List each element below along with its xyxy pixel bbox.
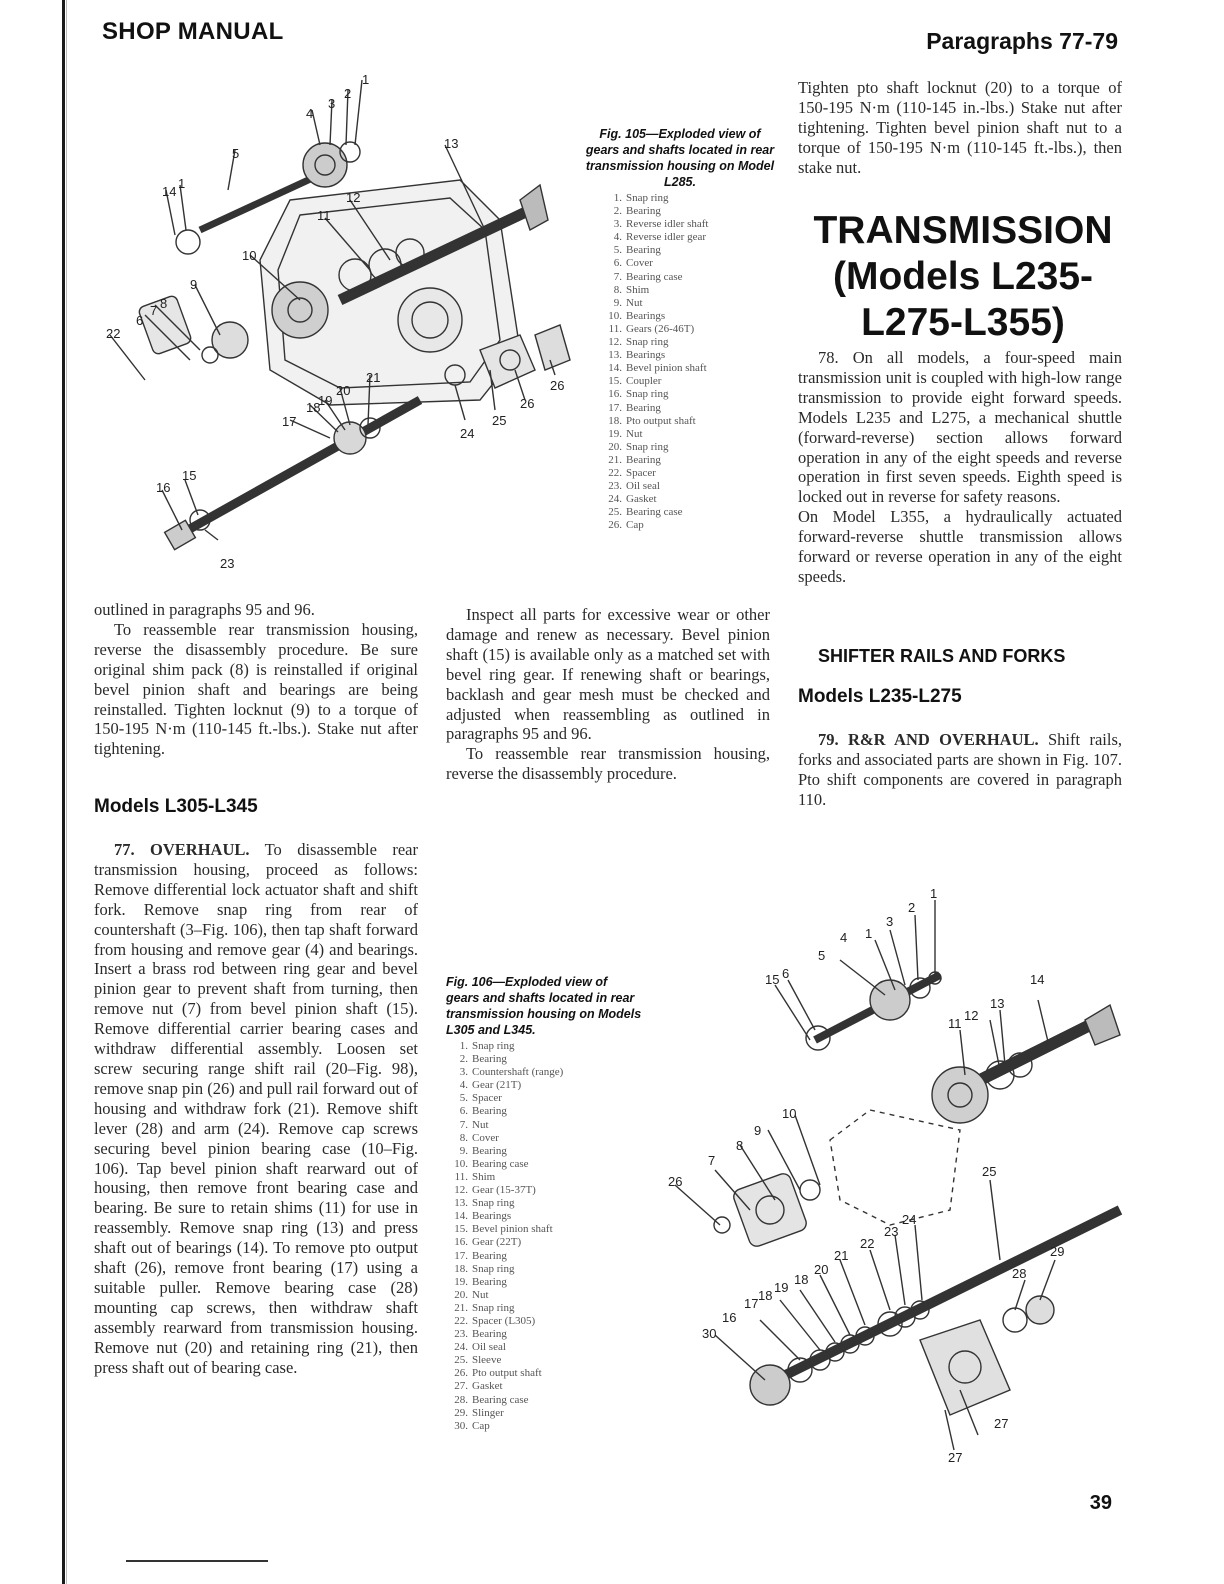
- col3-paragraph-79: [798, 730, 1122, 810]
- fig105-legend-number: 6.: [613, 257, 622, 270]
- fig105-legend-text: Gasket: [626, 493, 657, 506]
- fig106-legend-item: [446, 1380, 563, 1393]
- fig106-callout: 30: [702, 1326, 717, 1341]
- fig105-legend-text: Oil seal: [626, 480, 660, 493]
- fig106-legend-text: Bearing: [472, 1053, 507, 1066]
- fig105-callout: 26: [550, 378, 565, 393]
- fig105-callout: 1: [178, 176, 186, 191]
- fig105-legend-number: 4.: [613, 231, 622, 244]
- fig106-legend-text: Bearing: [472, 1144, 507, 1157]
- section-title-transmission: TRANSMISSION (Models L235-L275-L355): [813, 209, 1113, 344]
- fig106-callout: 2: [908, 900, 916, 915]
- fig105-legend-number: 18.: [608, 414, 622, 427]
- fig105-legend-number: 14.: [608, 362, 622, 375]
- fig105-legend-text: Nut: [626, 296, 643, 309]
- fig106-legend-number: 13.: [454, 1197, 468, 1210]
- fig106-legend-text: Snap ring: [472, 1301, 515, 1314]
- running-header-left: SHOP MANUAL: [102, 18, 284, 45]
- fig105-legend-text: Bearing: [626, 205, 661, 218]
- heading-models-l235-l275: Models L235-L275: [798, 686, 962, 707]
- fig106-callout: 28: [1012, 1266, 1027, 1281]
- fig106-legend-item: [446, 1158, 563, 1171]
- fig105-callout: 17: [282, 414, 297, 429]
- fig106-callout: 15: [765, 972, 780, 987]
- fig106-legend-item: [446, 1328, 563, 1341]
- fig105-legend-number: 15.: [608, 375, 622, 388]
- fig105-legend-item: [600, 480, 708, 493]
- fig106-legend-text: Bevel pinion shaft: [472, 1223, 553, 1236]
- fig106-legend-number: 2.: [459, 1053, 468, 1066]
- fig105-callout: 16: [156, 480, 171, 495]
- fig105-legend-item: [600, 192, 708, 205]
- col1-paragraph-77: [94, 840, 418, 1377]
- fig106-legend-item: [446, 1066, 563, 1079]
- fig105-legend-text: Shim: [626, 283, 650, 296]
- fig106-callout: 8: [736, 1138, 744, 1153]
- fig106-callout: 19: [774, 1280, 789, 1295]
- fig105-legend-number: 24.: [608, 493, 622, 506]
- fig106-legend-item: [446, 1354, 563, 1367]
- column-3-upper: [798, 78, 1122, 178]
- fig106-callout: 13: [990, 996, 1005, 1011]
- fig106-caption: Fig. 106—Exploded view of gears and shafts located in rear transmission housing on Models L305 and L345.: [446, 975, 642, 1037]
- fig105-legend-text: Bearing case: [626, 506, 683, 519]
- fig105-legend-number: 1.: [613, 192, 622, 204]
- fig106-legend-item: [446, 1171, 563, 1184]
- fig106-legend-text: Oil seal: [472, 1341, 506, 1354]
- column-3-mid: [798, 348, 1122, 587]
- fig106-legend-number: 7.: [459, 1118, 468, 1131]
- fig105-legend-item: [600, 467, 708, 480]
- fig105-callout: 18: [306, 400, 321, 415]
- fig105-legend-text: Bearings: [626, 349, 666, 362]
- fig105-legend-number: 7.: [613, 270, 622, 283]
- fig106-legend-number: 11.: [454, 1170, 468, 1183]
- fig106-legend-item: [446, 1079, 563, 1092]
- fig106-legend-number: 9.: [459, 1144, 468, 1157]
- fig106-legend-item: [446, 1263, 563, 1276]
- fig106-callout: 11: [948, 1016, 962, 1031]
- fig106-legend-item: [446, 1223, 563, 1236]
- fig106-legend-text: Gear (21T): [472, 1079, 522, 1092]
- fig106-callout: 4: [840, 930, 848, 945]
- fig105-legend-item: [600, 336, 708, 349]
- fig106-legend-item: [446, 1040, 563, 1053]
- fig106-callout: 18: [794, 1272, 809, 1287]
- fig105-legend-text: Reverse idler gear: [626, 231, 707, 244]
- fig106-callout: 1: [930, 886, 938, 901]
- fig105-callout: 12: [346, 190, 361, 205]
- fig106-legend-item: [446, 1092, 563, 1105]
- fig106-legend-text: Snap ring: [472, 1262, 515, 1275]
- fig106-legend: [446, 1040, 563, 1433]
- fig105-legend-item: [600, 244, 708, 257]
- fig105-illustration: [100, 70, 580, 580]
- fig106-legend-text: Bearing: [472, 1275, 507, 1288]
- fig105-legend-number: 5.: [613, 244, 622, 257]
- fig105-legend-number: 10.: [608, 309, 622, 322]
- fig105-callout: 1: [362, 72, 370, 87]
- fig105-legend-item: [600, 375, 708, 388]
- fig106-legend-text: Shim: [472, 1170, 496, 1183]
- fig105-legend-item: [600, 257, 708, 270]
- fig106-legend-number: 1.: [459, 1040, 468, 1052]
- fig106-legend-text: Bearing: [472, 1328, 507, 1341]
- col3-paragraph-78: 78. On all models, a four-speed main transmission unit is coupled with high-low range transmission to provide eight forward speeds. Models L235 and L275, a mechanical shuttle (forward-reverse) section allows forward operation in any of the eight speeds and reverse operation in first seven speeds. Eighth speed is locked out in reverse for safety reasons.: [798, 348, 1122, 507]
- fig105-legend-item: [600, 506, 708, 519]
- fig106-legend-text: Slinger: [472, 1406, 504, 1419]
- fig106-legend-item: [446, 1197, 563, 1210]
- fig106-legend-number: 4.: [459, 1079, 468, 1092]
- fig106-legend-number: 14.: [454, 1210, 468, 1223]
- fig106-legend-number: 12.: [454, 1184, 468, 1197]
- fig105-legend-number: 8.: [613, 283, 622, 296]
- fig105-callout: 9: [190, 277, 198, 292]
- fig105-callout: 10: [242, 248, 257, 263]
- fig106-legend-item: [446, 1289, 563, 1302]
- paragraph-77-text: To disassemble rear transmission housing, proceed as follows: Remove differential lock actuator shaft and shift fork. Remove snap ring from rear of countershaft (3–Fig. 106), then tap shaft forward from housing and remove gear (4) and bearings. Insert a brass rod between ring gear and bevel pinion gear to prevent shaft from turning, then remove nut (7) from bevel pinion shaft (15). Remove differential carrier bearing cases and withdraw differential assembly. Loosen set screw securing range shift rail (20–Fig. 98), remove snap pin (26) and pull rail forward out of housing and withdraw fork (21). Remove shift lever (28) and arm (24). Remove cap screws securing bevel pinion bearing case (10–Fig. 106). Tap bevel pinion shaft rearward out of housing, then remove front bearing case and bearing. Be sure to retain shims (11) for use in reassembly. Remove snap ring (13) and press shaft out of bearings (14). To remove pto output shaft (26), remove front bearing (17) using a suitable puller. Remove bearing case (28) mounting cap screws, then withdraw shaft assembly rearward from transmission housing. Remove nut (20) and retaining ring (21), then press shaft out of bearing case.: [94, 840, 418, 1377]
- fig105-legend-text: Cap: [626, 519, 644, 532]
- fig105-legend-item: [600, 323, 708, 336]
- fig106-legend-text: Bearing case: [472, 1393, 529, 1406]
- fig105-legend-text: Coupler: [626, 375, 662, 388]
- fig106-callout: 10: [782, 1106, 797, 1121]
- fig105-legend-text: Cover: [626, 257, 653, 270]
- fig106-callout: 17: [744, 1296, 759, 1311]
- fig106-legend-item: [446, 1315, 563, 1328]
- fig106-legend-text: Nut: [472, 1118, 489, 1131]
- fig105-legend-number: 20.: [608, 440, 622, 453]
- fig105-legend-number: 17.: [608, 401, 622, 414]
- fig105-legend-item: [600, 271, 708, 284]
- fig105-legend-number: 3.: [613, 218, 622, 231]
- fig106-legend-number: 21.: [454, 1301, 468, 1314]
- fig106-legend-number: 26.: [454, 1367, 468, 1380]
- fig106-legend-number: 18.: [454, 1262, 468, 1275]
- fig105-callout: 14: [162, 184, 177, 199]
- fig105-callout: 7: [150, 303, 158, 318]
- fig106-legend-number: 10.: [454, 1157, 468, 1170]
- fig105-legend-item: [600, 231, 708, 244]
- fig105-legend-item: [600, 284, 708, 297]
- fig105-callout: 22: [106, 326, 121, 341]
- col1-paragraph-continued: outlined in paragraphs 95 and 96.: [94, 600, 315, 619]
- fig106-legend-text: Snap ring: [472, 1040, 515, 1052]
- fig106-legend-number: 8.: [459, 1131, 468, 1144]
- fig105-callout: 2: [344, 86, 352, 101]
- fig106-legend-text: Countershaft (range): [472, 1066, 564, 1079]
- fig106-legend-item: [446, 1105, 563, 1118]
- fig105-callout: 8: [160, 296, 168, 311]
- fig106-legend-item: [446, 1367, 563, 1380]
- fig105-legend-text: Snap ring: [626, 192, 669, 204]
- paragraph-79-lead: 79. R&R AND OVERHAUL.: [818, 730, 1039, 749]
- fig106-legend-text: Sleeve: [472, 1354, 502, 1367]
- fig105-legend-item: [600, 349, 708, 362]
- fig106-legend-number: 27.: [454, 1380, 468, 1393]
- column-1-lower: [94, 840, 418, 1377]
- fig106-legend-number: 24.: [454, 1341, 468, 1354]
- fig105-legend-number: 13.: [608, 349, 622, 362]
- fig106-legend-item: [446, 1053, 563, 1066]
- fig105-callout: 4: [306, 106, 314, 121]
- fig106-legend-item: [446, 1394, 563, 1407]
- fig105-legend-text: Reverse idler shaft: [626, 218, 709, 231]
- fig105-legend-number: 19.: [608, 427, 622, 440]
- fig105-legend-item: [600, 297, 708, 310]
- fig105-callout: 26: [520, 396, 535, 411]
- fig106-legend-number: 17.: [454, 1249, 468, 1262]
- fig106-illustration: [660, 880, 1130, 1470]
- fig106-legend-number: 30.: [454, 1419, 468, 1432]
- fig105-callout: 21: [366, 370, 381, 385]
- fig105-legend-text: Bearing: [626, 244, 661, 257]
- fig105-legend-number: 2.: [613, 205, 622, 218]
- fig105-legend-item: [600, 388, 708, 401]
- fig105-legend-text: Pto output shaft: [626, 414, 696, 427]
- fig106-legend-text: Gear (22T): [472, 1236, 522, 1249]
- fig106-legend-text: Bearings: [472, 1210, 512, 1223]
- fig105-legend-item: [600, 415, 708, 428]
- fig105-legend-number: 23.: [608, 480, 622, 493]
- fig105-legend-text: Gears (26-46T): [626, 322, 695, 335]
- fig106-callout: 24: [902, 1212, 917, 1227]
- fig105-callout: 25: [492, 413, 507, 428]
- paragraph-77-lead: 77. OVERHAUL.: [114, 840, 250, 859]
- fig106-callout: 20: [814, 1262, 829, 1277]
- fig105-legend-text: Nut: [626, 427, 643, 440]
- fig106-legend-item: [446, 1119, 563, 1132]
- fig106-legend-text: Gasket: [472, 1380, 503, 1393]
- col2-paragraph-inspect: Inspect all parts for excessive wear or other damage and renew as necessary. Bevel pinion shaft (15) is available only as a matched set with bevel ring gear. If renewing shaft or bearings, backlash and gear mesh must be checked and adjusted when reassembling as outlined in paragraphs 95 and 96.: [446, 605, 770, 744]
- fig106-legend-text: Bearing: [472, 1249, 507, 1262]
- fig106-callout: 12: [964, 1008, 979, 1023]
- fig106-legend-text: Bearing: [472, 1105, 507, 1118]
- fig105-legend-number: 12.: [608, 336, 622, 349]
- fig105-legend-number: 9.: [613, 296, 622, 309]
- fig106-callout: 7: [708, 1153, 716, 1168]
- fig106-callout: 18: [758, 1288, 773, 1303]
- fig105-legend-item: [600, 362, 708, 375]
- fig106-legend-number: 3.: [459, 1066, 468, 1079]
- fig105-legend-item: [600, 493, 708, 506]
- fig106-callout: 25: [982, 1164, 997, 1179]
- fig106-callout: 1: [865, 926, 873, 941]
- fig105-legend-number: 16.: [608, 388, 622, 401]
- fig106-legend-item: [446, 1132, 563, 1145]
- fig106-callout: 16: [722, 1310, 737, 1325]
- fig105-legend-text: Spacer: [626, 466, 656, 479]
- fig105-legend-number: 21.: [608, 453, 622, 466]
- fig106-callout: 27: [994, 1416, 1009, 1431]
- fig106-callout: 27: [948, 1450, 963, 1465]
- fig106-legend-number: 15.: [454, 1223, 468, 1236]
- fig106-legend-text: Cover: [472, 1131, 499, 1144]
- fig106-legend-number: 6.: [459, 1105, 468, 1118]
- fig105-legend-item: [600, 205, 708, 218]
- fig106-legend-item: [446, 1302, 563, 1315]
- running-header-right: Paragraphs 77-79: [926, 28, 1118, 54]
- fig105-legend-item: [600, 402, 708, 415]
- fig105-legend-number: 26.: [608, 519, 622, 532]
- fig105-legend-text: Bearings: [626, 309, 666, 322]
- fig106-legend-item: [446, 1341, 563, 1354]
- fig106-legend-text: Nut: [472, 1288, 489, 1301]
- fig106-callout: 22: [860, 1236, 875, 1251]
- page-margin-rule: [62, 0, 65, 1584]
- fig106-callout: 26: [668, 1174, 683, 1189]
- fig105-legend-text: Bearing: [626, 401, 661, 414]
- fig106-callout: 3: [886, 914, 894, 929]
- fig105-legend-text: Snap ring: [626, 336, 669, 349]
- fig106-legend-item: [446, 1250, 563, 1263]
- fig106-legend-number: 25.: [454, 1354, 468, 1367]
- fig106-legend-number: 22.: [454, 1314, 468, 1327]
- fig105-legend-item: [600, 218, 708, 231]
- fig106-callout: 14: [1030, 972, 1045, 987]
- fig106-legend-item: [446, 1420, 563, 1433]
- fig106-legend-number: 19.: [454, 1275, 468, 1288]
- fig105-callout: 3: [328, 96, 336, 111]
- page-number: 39: [1089, 1492, 1112, 1514]
- fig105-legend-item: [600, 441, 708, 454]
- fig106-callout: 21: [834, 1248, 849, 1263]
- fig106-legend-number: 29.: [454, 1406, 468, 1419]
- fig106-legend-text: Spacer: [472, 1092, 502, 1105]
- fig106-legend-item: [446, 1184, 563, 1197]
- fig106-legend-text: Cap: [472, 1419, 490, 1432]
- heading-models-l305-l345: Models L305-L345: [94, 796, 258, 817]
- fig106-legend-text: Bearing case: [472, 1157, 529, 1170]
- fig105-legend-number: 25.: [608, 506, 622, 519]
- heading-shifter-rails-forks: SHIFTER RAILS AND FORKS: [818, 646, 1066, 666]
- fig105-callout: 11: [317, 208, 331, 223]
- fig106-legend-item: [446, 1145, 563, 1158]
- footer-rule: [126, 1560, 268, 1562]
- fig105-callout: 19: [318, 393, 333, 408]
- fig105-legend-text: Snap ring: [626, 388, 669, 401]
- fig105-legend-item: [600, 310, 708, 323]
- fig106-callout: 9: [754, 1123, 762, 1138]
- paragraph-79-text: Shift rails, forks and associated parts are shown in Fig. 107. Pto shift components are covered in paragraph 110.: [798, 730, 1122, 809]
- fig106-legend-number: 20.: [454, 1288, 468, 1301]
- col2-paragraph-reassemble: To reassemble rear transmission housing, reverse the disassembly procedure.: [446, 744, 770, 784]
- column-3-lower: [798, 730, 1122, 810]
- fig105-callout: 20: [336, 383, 351, 398]
- fig106-legend-text: Gear (15-37T): [472, 1184, 536, 1197]
- fig105-callout: 6: [136, 313, 144, 328]
- fig105-callout: 23: [220, 556, 235, 571]
- fig106-legend-text: Spacer (L305): [472, 1314, 536, 1327]
- fig106-legend-number: 16.: [454, 1236, 468, 1249]
- fig105-legend-number: 11.: [608, 322, 622, 335]
- col1-paragraph-reassemble: To reassemble rear transmission housing, reverse the disassembly procedure. Be sure original shim pack (8) is reinstalled if original bevel pinion shaft and bearings are being reinstalled. Tighten locknut (9) to a torque of 150-195 N·m (110-145 ft.-lbs.). Stake nut after tightening.: [94, 619, 418, 759]
- fig105-legend-text: Bearing: [626, 453, 661, 466]
- fig106-callout: 23: [884, 1224, 899, 1239]
- fig106-callout: 29: [1050, 1244, 1065, 1259]
- fig106-legend-number: 5.: [459, 1092, 468, 1105]
- fig106-legend-text: Snap ring: [472, 1197, 515, 1210]
- fig106-legend-item: [446, 1236, 563, 1249]
- fig105-legend-item: [600, 519, 708, 532]
- fig106-legend-number: 23.: [454, 1328, 468, 1341]
- fig106-legend-item: [446, 1210, 563, 1223]
- fig105-callout: 13: [444, 136, 459, 151]
- fig106-callout: 5: [818, 948, 826, 963]
- fig106-legend-item: [446, 1407, 563, 1420]
- fig105-legend-text: Bearing case: [626, 270, 683, 283]
- fig105-legend-number: 22.: [608, 466, 622, 479]
- fig105-legend: [600, 192, 708, 532]
- page-margin-rule-shadow: [66, 0, 67, 1584]
- fig105-caption: Fig. 105—Exploded view of gears and shafts located in rear transmission housing on Model L285.: [585, 127, 775, 189]
- fig105-legend-text: Snap ring: [626, 440, 669, 453]
- fig106-legend-number: 28.: [454, 1393, 468, 1406]
- column-1-upper: [94, 600, 418, 759]
- fig105-legend-text: Bevel pinion shaft: [626, 362, 707, 375]
- fig105-callout: 5: [232, 146, 240, 161]
- fig106-legend-item: [446, 1276, 563, 1289]
- fig106-callout: 6: [782, 966, 790, 981]
- fig105-callout: 24: [460, 426, 475, 441]
- column-2: [446, 605, 770, 784]
- fig106-legend-text: Pto output shaft: [472, 1367, 542, 1380]
- fig105-callout: 15: [182, 468, 197, 483]
- fig105-legend-item: [600, 454, 708, 467]
- fig105-legend-item: [600, 428, 708, 441]
- col3-paragraph-l355: On Model L355, a hydraulically actuated forward-reverse shuttle transmission allows forward or reverse operation in any of the eight speeds.: [798, 507, 1122, 586]
- col3-paragraph-torque: Tighten pto shaft locknut (20) to a torque of 150-195 N·m (110-145 in.-lbs.) Stake nut after tightening. Tighten bevel pinion shaft nut to a torque of 150-195 N·m (110-145 ft.-lbs.), then stake nut.: [798, 78, 1122, 177]
